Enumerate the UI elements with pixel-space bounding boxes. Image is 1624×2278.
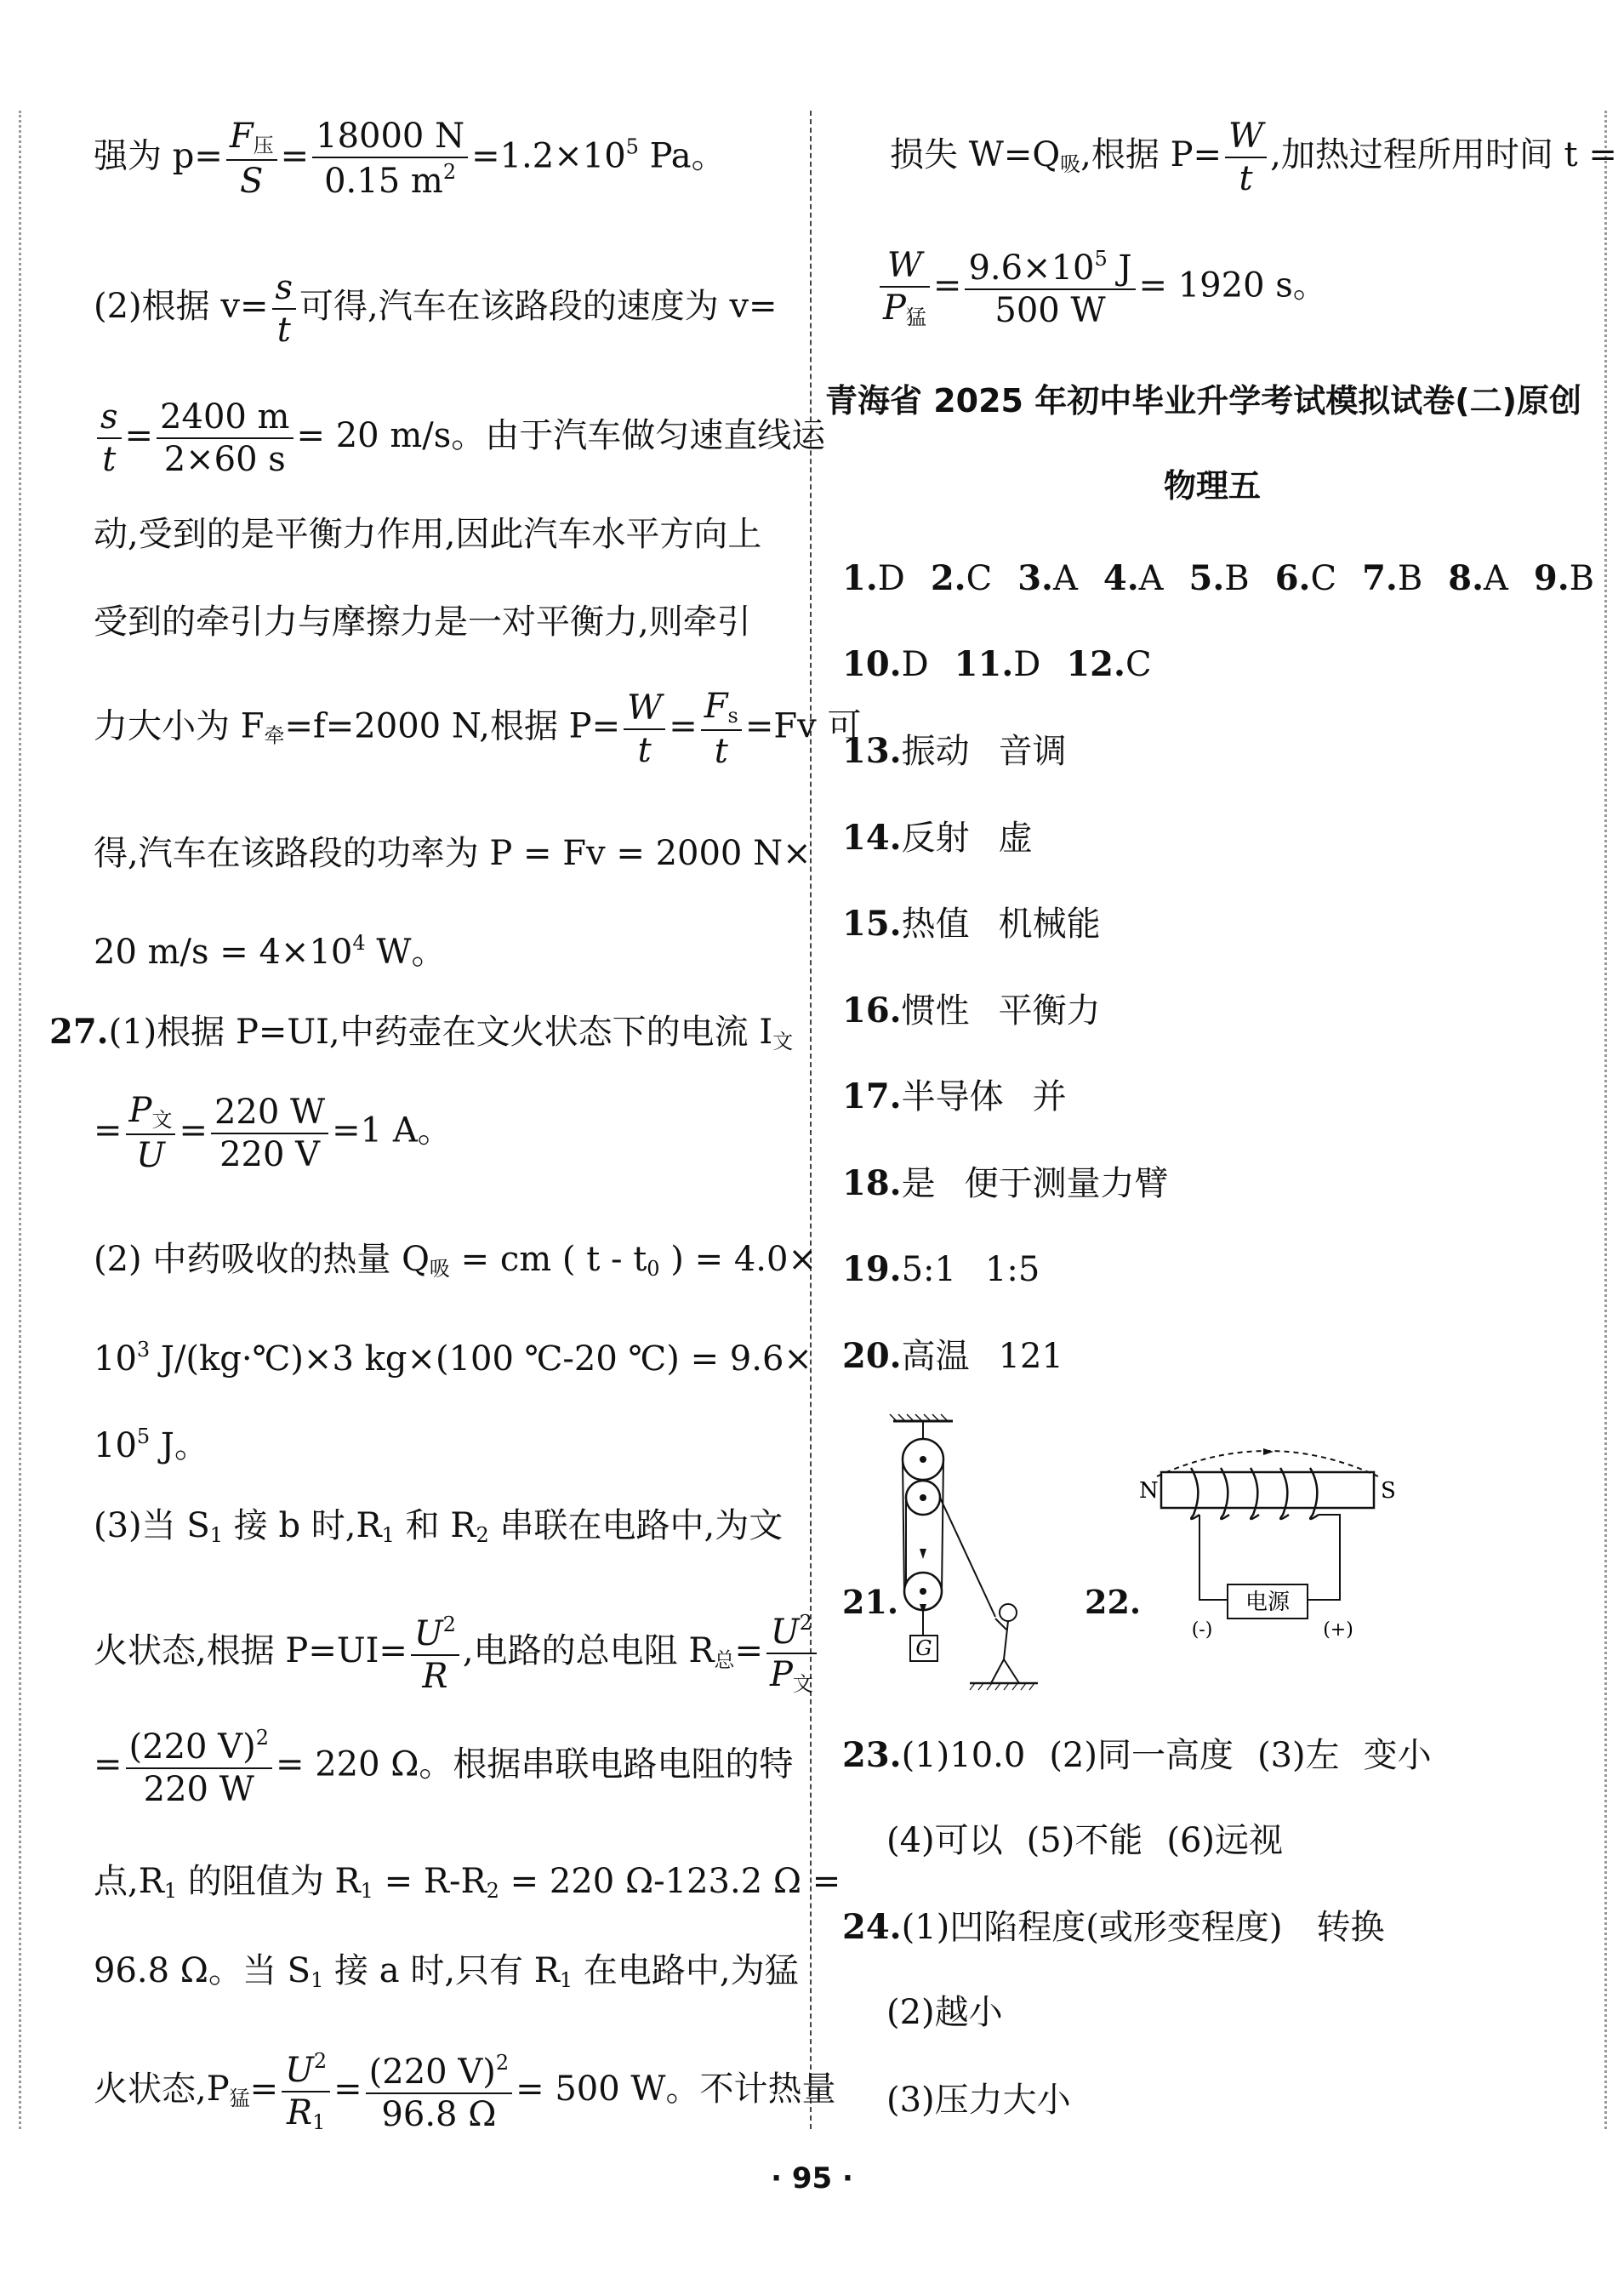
answer-value: 5:1 xyxy=(901,1250,956,1289)
fill-answer-row xyxy=(842,728,1067,775)
choice-answer xyxy=(931,559,992,598)
choice-answer xyxy=(1189,559,1250,598)
south-pole-label: S xyxy=(1381,1478,1396,1504)
answer-value: B xyxy=(1224,559,1250,598)
fill-answer-row xyxy=(842,987,1101,1035)
question-23-line-1: 23.(1)10.0 (2)同一高度 (3)左 变小 xyxy=(842,1735,1432,1775)
question-24-line-3: (3)压力大小 xyxy=(886,2081,1071,2120)
page-number: · 95 · xyxy=(771,2161,853,2195)
question-number: 3. xyxy=(1017,558,1053,598)
answer-value: B xyxy=(1569,559,1595,598)
answer-value: 惯性 xyxy=(901,991,970,1031)
resistance-formula-line: 火状态,根据 P=UI= $\frac{U^2}{R}$ ,电路的总电阻 $R_总=$ $\frac{U^2}{P_文}$ xyxy=(94,1613,820,1694)
choice-answer xyxy=(1362,559,1422,598)
answer-value: C xyxy=(966,559,993,598)
answer-value: 是 xyxy=(901,1163,936,1203)
fill-answer-row xyxy=(842,1333,1063,1380)
figure-21-label: 21. xyxy=(842,1583,899,1621)
choice-answer xyxy=(1275,559,1336,598)
fierce-power-line: 火状态$,P_猛=$ $\frac{U^2}{R_1}$ = $\frac{(220 V)^2}{96.8 \Omega}$ = 500 W。不计热量 xyxy=(94,2049,836,2134)
answer-value: 平衡力 xyxy=(998,991,1101,1031)
text-line: 受到的牵引力与摩擦力是一对平衡力,则牵引 xyxy=(94,602,751,642)
answer-value: D xyxy=(877,559,905,598)
answer-value: D xyxy=(901,645,929,684)
question-number: 9. xyxy=(1533,558,1570,598)
choice-answer xyxy=(1066,645,1151,684)
choice-answer xyxy=(1103,559,1164,598)
exam-subtitle: 物理五 xyxy=(1163,467,1261,505)
north-pole-label: N xyxy=(1139,1478,1159,1504)
answer-value: A xyxy=(1138,559,1164,598)
power-formula-line: 力大小为 $F_牵=f=2000$ N,根据 P= $\frac{W}{t}$ = $\frac{F_s}{t}$ =Fv 可 xyxy=(94,687,862,771)
negative-terminal-label: (-) xyxy=(1191,1619,1213,1641)
question-number: 19. xyxy=(842,1249,902,1289)
resistance-calc-line: = $\frac{(220 V)^2}{220 W}$ = 220 Ω。根据串联电路电阻的特 xyxy=(94,1726,794,1809)
heating-time-line: 损失 $W=Q_吸$,根据 P= $\frac{W}{t}$ ,加热过程所用时间 t = xyxy=(890,117,1617,198)
choice-answer xyxy=(1017,559,1078,598)
answer-value: 高温 xyxy=(901,1336,970,1376)
fierce-fire-line: 96.8 Ω。当 $S_1$ 接 a 时,只有 $R_1$ 在电路中,为猛 xyxy=(94,1951,799,1992)
answer-value: 振动 xyxy=(901,732,970,771)
answer-value: C xyxy=(1310,559,1337,598)
answer-value: 虚 xyxy=(998,818,1033,858)
power-result-line: 20 $m/s = 4\times 10^4$ W。 xyxy=(94,931,446,972)
question-24-line-1: 24.(1)凹陷程度(或形变程度) 转换 xyxy=(842,1907,1385,1947)
fill-answer-row xyxy=(842,1160,1169,1208)
question-number: 2. xyxy=(930,558,966,598)
positive-terminal-label: (+) xyxy=(1323,1619,1353,1641)
question-number: 8. xyxy=(1448,558,1484,598)
time-result-line: $\frac{W}{P_猛}$ = $\frac{9.6\times 10^5 J}{500 W}$ = 1920 s。 xyxy=(876,248,1327,328)
answer-value: A xyxy=(1484,559,1508,598)
speed-line: (2)根据 v= $\frac{s}{t}$ 可得,汽车在该路段的速度为 v= xyxy=(94,268,778,350)
electromagnet-diagram xyxy=(1127,1430,1416,1642)
question-number: 18. xyxy=(842,1162,902,1203)
question-number: 20. xyxy=(842,1335,902,1376)
choice-answer xyxy=(954,645,1041,684)
answer-value: 机械能 xyxy=(998,905,1101,944)
question-number: 14. xyxy=(842,817,902,858)
fill-answer-row xyxy=(842,1073,1067,1121)
question-number: 11. xyxy=(954,644,1014,684)
question-number: 16. xyxy=(842,990,902,1031)
current-line: = $\frac{P_文}{U}$ = $\frac{220 W}{220 V}$ =1 A。 xyxy=(94,1091,452,1175)
choice-answer xyxy=(842,559,905,598)
question-27-line: 27.(1)根据 P=UI,中药壶在文火状态下的电流 $I_文$ xyxy=(49,1012,794,1053)
question-number: 1. xyxy=(842,558,878,598)
exam-title: 青海省 2025 年初中毕业升学考试模拟试卷(二)原创 xyxy=(825,382,1581,420)
text-line: 得,汽车在该路段的功率为 P = Fv = 2000 N× xyxy=(94,834,812,873)
answer-value: B xyxy=(1397,559,1423,598)
choice-answer xyxy=(1534,559,1594,598)
heat-line: (2) 中药吸收的热量 $Q_吸$ = cm ( t - $t_0$ ) = 4.0× xyxy=(94,1240,817,1281)
question-24-line-2: (2)越小 xyxy=(886,1993,1003,2032)
choice-answer xyxy=(842,645,929,684)
choice-answer xyxy=(1448,559,1508,598)
pressure-line: 强为 p= $\frac{F_压}{S}$ = $\frac{18000 N}{0.15 m^2}$ $=1.2\times 10^5$ Pa。 xyxy=(94,117,726,201)
question-number: 15. xyxy=(842,904,902,944)
figure-22-label: 22. xyxy=(1085,1583,1142,1621)
answer-value: 热值 xyxy=(901,905,970,944)
answer-value: D xyxy=(1013,645,1041,684)
question-number: 4. xyxy=(1103,558,1139,598)
fill-answer-row xyxy=(842,1246,1040,1293)
fill-answer-row xyxy=(842,900,1101,948)
power-source-label: 电源 xyxy=(1245,1590,1291,1615)
left-page-edge xyxy=(19,111,21,2129)
answer-value: 反射 xyxy=(901,818,970,858)
speed-calc-line: $\frac{s}{t}$ = $\frac{2400 m}{2\times 60 s}$ = 20 m/s。由于汽车做匀速直线运 xyxy=(94,400,825,477)
answer-value: 音调 xyxy=(998,732,1067,771)
choice-answers-row-2 xyxy=(842,641,1177,688)
r1-line: 点$,R_1$ 的阻值为 $R_1 = R-R_2 = 220$ Ω-123.2 Ω = xyxy=(94,1862,841,1903)
choice-answers-row-1 xyxy=(842,555,1620,602)
answer-value: 便于测量力臂 xyxy=(964,1163,1169,1203)
weight-label: G xyxy=(915,1636,932,1660)
series-circuit-line: (3)当 $S_1$ 接 b 时$,R_1$ 和 $R_2$ 串联在电路中,为文 xyxy=(94,1506,784,1547)
question-23-line-2: (4)可以 (5)不能 (6)远视 xyxy=(886,1821,1284,1860)
question-number: 7. xyxy=(1362,558,1398,598)
question-number: 5. xyxy=(1188,558,1225,598)
heat-result-line: $10^5$ J。 xyxy=(94,1424,208,1465)
answer-value: 并 xyxy=(1032,1077,1067,1116)
answer-value: 半导体 xyxy=(901,1077,1004,1116)
question-number: 10. xyxy=(842,644,902,684)
question-number: 17. xyxy=(842,1076,902,1116)
question-number: 12. xyxy=(1066,644,1125,684)
right-page-edge xyxy=(1604,111,1607,2129)
question-number: 13. xyxy=(842,731,902,771)
heat-calc-line: $10^3$ J/(kg·℃)×3 kg×(100 ℃-20 ℃) = 9.6× xyxy=(94,1338,812,1379)
text-line: 动,受到的是平衡力作用,因此汽车水平方向上 xyxy=(94,515,762,554)
pulley-diagram xyxy=(876,1413,1038,1693)
fill-answer-row xyxy=(842,814,1033,862)
answer-value: 121 xyxy=(998,1336,1063,1376)
answer-value: C xyxy=(1125,645,1152,684)
question-number: 6. xyxy=(1274,558,1311,598)
answer-value: 1:5 xyxy=(984,1250,1040,1289)
answer-value: A xyxy=(1052,559,1078,598)
